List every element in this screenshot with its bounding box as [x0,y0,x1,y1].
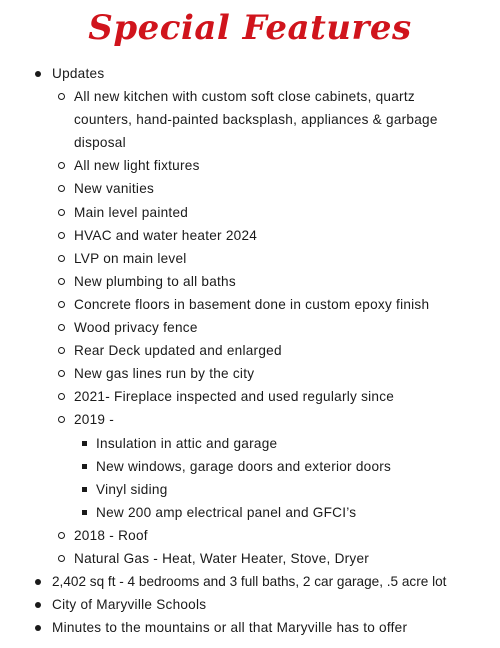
list-item-text: New 200 amp electrical panel and GFCI’s [96,504,357,520]
list-item-concrete [0,293,500,316]
list-item-fence [0,316,500,339]
list-item-text: disposal [74,135,126,151]
disc-bullet-icon [35,602,41,608]
list-item-natural-gas [0,547,500,570]
list-item-painted [0,201,500,224]
list-item-insulation [0,432,500,455]
list-item-deck [0,339,500,362]
square-bullet-icon [82,464,87,469]
list-item-label: Updates [52,66,105,81]
list-item-text: Insulation in attic and garage [96,435,278,451]
circle-bullet-icon [58,555,65,562]
list-item-text: counters, hand-painted backsplash, appliances & garbage [74,112,438,128]
list-item-text: LVP on main level [74,250,187,266]
list-item-kitchen-continued [0,108,500,131]
circle-bullet-icon [58,162,65,169]
list-item-text: New windows, garage doors and exterior doors [96,458,392,474]
page-title: Special Features [88,8,412,48]
disc-bullet-icon [35,579,41,585]
circle-bullet-icon [58,347,65,354]
list-item-text: Natural Gas - Heat, Water Heater, Stove, Dryer [74,550,370,566]
list-item-text: All new kitchen with custom soft close cabinets, quartz [74,89,415,105]
circle-bullet-icon [58,416,65,423]
list-item-electrical [0,501,500,524]
list-item-light-fixtures [0,154,500,177]
list-item-lvp [0,247,500,270]
list-item-windows [0,455,500,478]
list-item-text: Minutes to the mountains or all that Maryville has to offer [52,620,408,636]
circle-bullet-icon [58,255,65,262]
circle-bullet-icon [58,278,65,285]
list-item-vanities [0,177,500,200]
list-item-kitchen [0,85,500,108]
list-item-size [0,570,500,593]
list-item-roof [0,524,500,547]
list-item-text: New gas lines run by the city [74,366,255,382]
list-item-text: Concrete floors in basement done in custom epoxy finish [74,296,430,312]
circle-bullet-icon [58,370,65,377]
circle-bullet-icon [58,209,65,216]
list-item-hvac [0,224,500,247]
list-item-text: City of Maryville Schools [52,597,207,613]
list-item-text: HVAC and water heater 2024 [74,227,258,243]
list-item-fireplace [0,385,500,408]
list-item-text: 2,402 sq ft - 4 bedrooms and 3 full baths, 2 car garage, .5 acre lot [52,574,447,590]
list-item-text: Main level painted [74,204,189,220]
list-item-text: Wood privacy fence [74,320,198,336]
circle-bullet-icon [58,301,65,308]
list-item-location [0,616,500,639]
list-item-gas-lines [0,362,500,385]
feature-list [0,62,500,639]
circle-bullet-icon [58,532,65,539]
list-item-text: New plumbing to all baths [74,273,236,289]
list-item-text: Vinyl siding [96,481,168,497]
circle-bullet-icon [58,393,65,400]
circle-bullet-icon [58,93,65,100]
list-item-kitchen-continued [0,131,500,154]
square-bullet-icon [82,441,87,446]
list-item-updates [0,62,500,85]
disc-bullet-icon [35,625,41,631]
list-item-siding [0,478,500,501]
list-item-plumbing [0,270,500,293]
list-item-text: 2018 - Roof [74,527,148,543]
square-bullet-icon [82,510,87,515]
circle-bullet-icon [58,185,65,192]
circle-bullet-icon [58,324,65,331]
list-item-text: 2019 - [74,412,115,428]
square-bullet-icon [82,487,87,492]
list-item-text: 2021- Fireplace inspected and used regularly since [74,389,395,405]
list-item-schools [0,593,500,616]
circle-bullet-icon [58,232,65,239]
list-item-text: New vanities [74,181,155,197]
list-item-text: All new light fixtures [74,158,200,174]
disc-bullet-icon [35,71,41,77]
list-item-2019 [0,408,500,431]
list-item-text: Rear Deck updated and enlarged [74,343,282,359]
